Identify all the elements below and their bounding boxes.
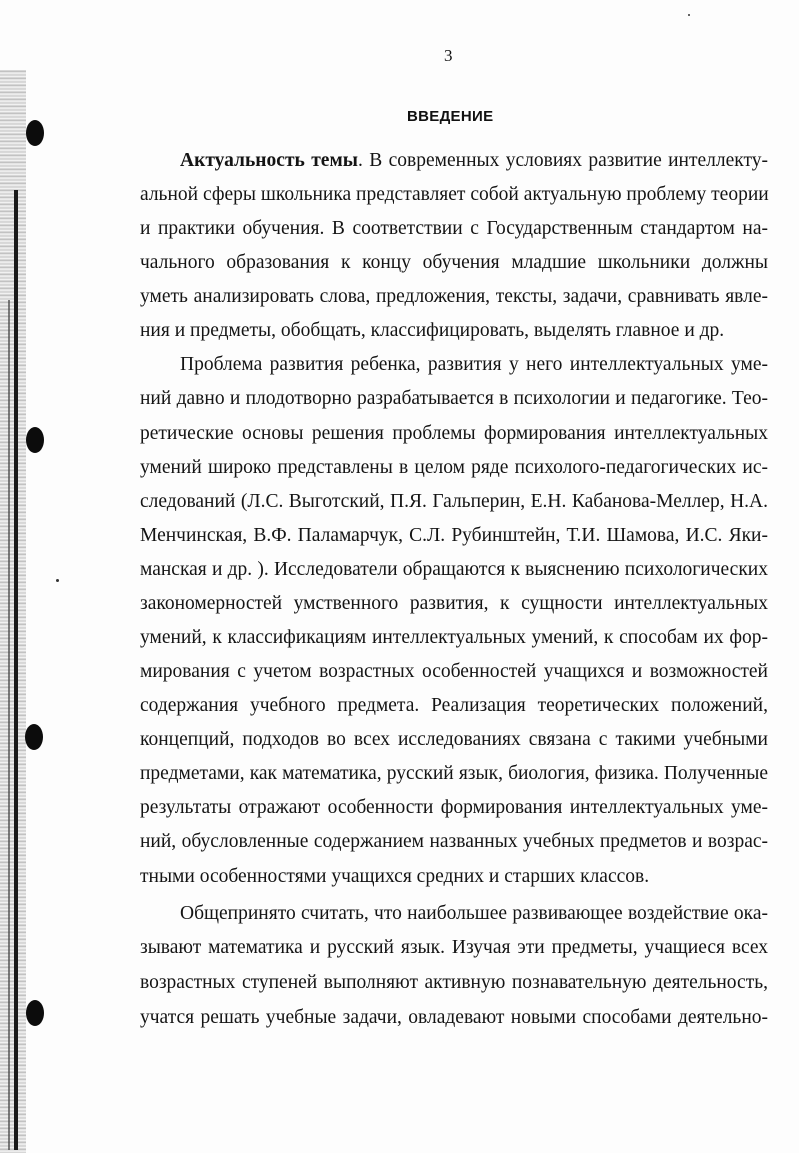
paragraph-line: Менчинская, В.Ф. Паламарчук, С.Л. Рубинштейн, Т.И. Шамова, И.С. Яки- <box>140 525 768 546</box>
scan-binding-line <box>14 190 18 1150</box>
paragraph-line: ния и предметы, обобщать, классифицировать, выделять главное и др. <box>140 320 725 341</box>
scan-speck <box>688 14 690 16</box>
paragraph-line: чального образования к концу обучения младшие школьники должны <box>140 252 768 273</box>
paragraph-line: содержания учебного предмета. Реализация теоретических положений, <box>140 695 768 716</box>
paragraph-line: ретические основы решения проблемы формирования интеллектуальных <box>140 423 768 444</box>
paragraph-line: уметь анализировать слова, предложения, тексты, задачи, сравнивать явле- <box>140 286 768 307</box>
punch-hole-mark <box>26 120 44 146</box>
paragraph-line: Проблема развития ребенка, развития у него интеллектуальных уме- <box>180 354 768 375</box>
paragraph-line: результаты отражают особенности формирования интеллектуальных уме- <box>140 797 768 818</box>
paragraph-line-text: . В современных условиях развитие интеллекту- <box>357 150 768 171</box>
scan-speck <box>56 579 59 582</box>
page-number: 3 <box>444 46 453 65</box>
paragraph-line: умений, к классификациям интеллектуальных умений, к способам их фор- <box>140 627 768 648</box>
paragraph-line: возрастных ступеней выполняют активную познавательную деятельность, <box>140 972 768 993</box>
topic-relevance-lead: Актуальность темы <box>180 150 358 171</box>
paragraph-line: следований (Л.С. Выготский, П.Я. Гальперин, Е.Н. Кабанова-Меллер, Н.А. <box>140 491 768 512</box>
scan-binding-edge <box>0 70 26 1153</box>
punch-hole-mark <box>26 1000 44 1026</box>
paragraph-line: тными особенностями учащихся средних и старших классов. <box>140 866 650 887</box>
paragraph-line: ний давно и плодотворно разрабатывается в психологии и педагогике. Тео- <box>140 388 768 409</box>
paragraph-line: и практики обучения. В соответствии с Государственным стандартом на- <box>140 218 768 239</box>
punch-hole-mark <box>25 724 43 750</box>
paragraph-line: Общепринято считать, что наибольшее развивающее воздействие ока- <box>180 903 768 924</box>
paragraph-line: альной сферы школьника представляет собой актуальную проблему теории <box>140 184 769 205</box>
section-heading: ВВЕДЕНИЕ <box>407 108 494 125</box>
paragraph-line: учатся решать учебные задачи, овладевают новыми способами деятельно- <box>140 1007 768 1028</box>
paragraph-line: закономерностей умственного развития, к сущности интеллектуальных <box>140 593 768 614</box>
paragraph-line <box>180 144 768 178</box>
paragraph-line: концепций, подходов во всех исследованиях связана с такими учебными <box>140 729 768 750</box>
paragraph-line: предметами, как математика, русский язык, биология, физика. Полученные <box>140 763 768 784</box>
punch-hole-mark <box>26 427 44 453</box>
paragraph-line: манская и др. ). Исследователи обращаются к выяснению психологических <box>140 559 768 580</box>
paragraph-line: зывают математика и русский язык. Изучая эти предметы, учащиеся всех <box>140 937 768 958</box>
paragraph-line: умений широко представлены в целом ряде психолого-педагогических ис- <box>140 457 768 478</box>
paragraph-line: мирования с учетом возрастных особенностей учащихся и возможностей <box>140 661 768 682</box>
paragraph-line: ний, обусловленные содержанием названных учебных предметов и возрас- <box>140 831 768 852</box>
scan-binding-line-secondary <box>8 300 10 1150</box>
